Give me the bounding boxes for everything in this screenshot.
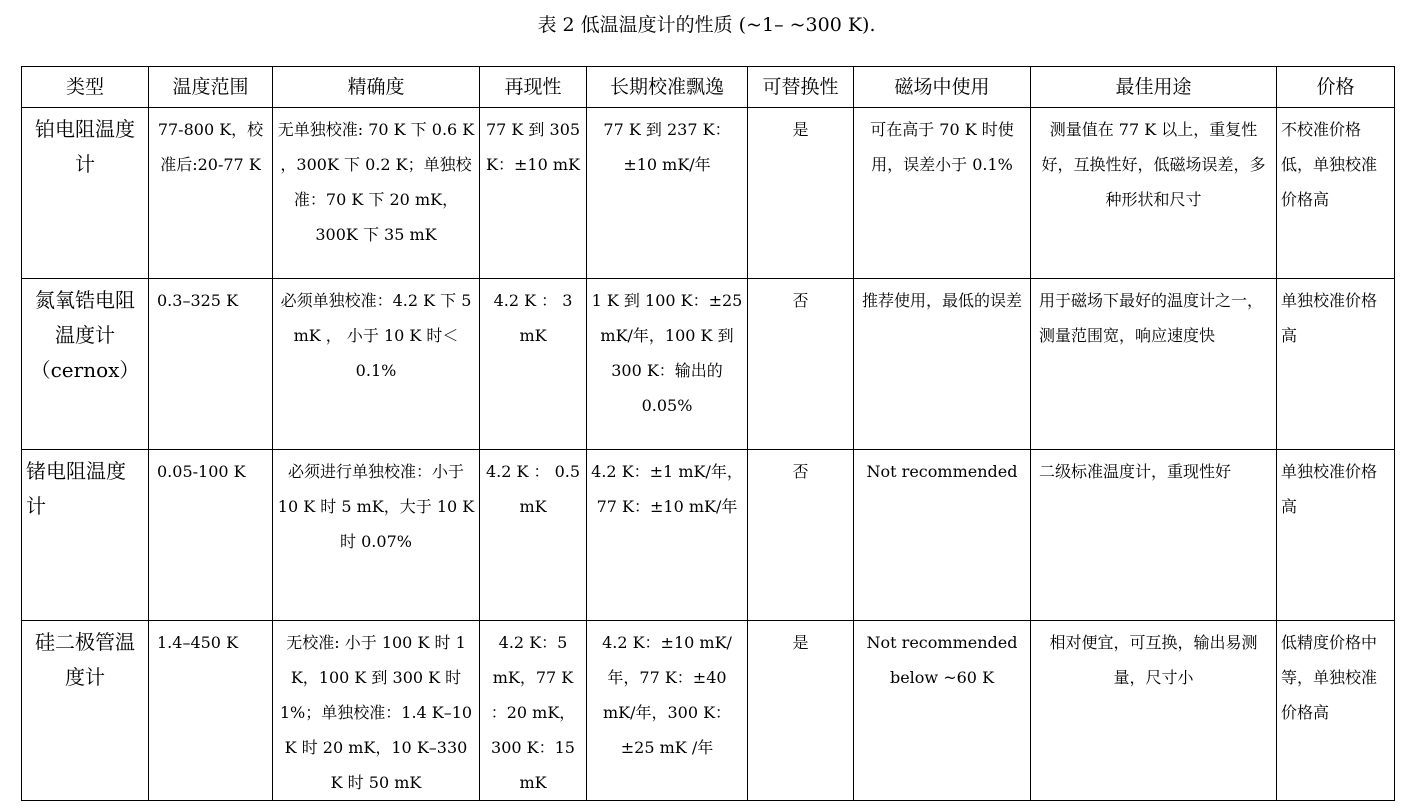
reproducibility-cell: 77 K 到 305 K：±10 mK — [480, 108, 587, 279]
best-use-cell: 测量值在 77 K 以上，重复性好，互换性好，低磁场误差，多种形状和尺寸 — [1031, 108, 1277, 279]
drift-cell: 77 K 到 237 K：±10 mK/年 — [587, 108, 748, 279]
column-header: 温度范围 — [149, 67, 273, 108]
type-cell: 硅二极管温度计 — [22, 621, 149, 801]
magnetic-cell: Not recommended below ~60 K — [854, 621, 1031, 801]
drift-cell: 1 K 到 100 K：±25 mK/年，100 K 到 300 K：输出的 0.05% — [587, 279, 748, 450]
drift-cell: 4.2 K：±1 mK/年，77 K：±10 mK/年 — [587, 450, 748, 621]
interchangeable-cell: 否 — [748, 450, 854, 621]
range-cell: 77-800 K，校准后:20-77 K — [149, 108, 273, 279]
magnetic-cell: 可在高于 70 K 时使用，误差小于 0.1% — [854, 108, 1031, 279]
interchangeable-cell: 是 — [748, 108, 854, 279]
table-caption: 表 2 低温温度计的性质 (~1– ~300 K). — [537, 14, 876, 36]
magnetic-cell: Not recommended — [854, 450, 1031, 621]
column-header: 可替换性 — [748, 67, 854, 108]
price-cell: 低精度价格中等，单独校准价格高 — [1277, 621, 1395, 801]
table-row — [22, 621, 1395, 801]
column-header: 再现性 — [480, 67, 587, 108]
magnetic-cell: 推荐使用，最低的误差 — [854, 279, 1031, 450]
best-use-cell: 二级标准温度计，重现性好 — [1031, 450, 1277, 621]
drift-cell: 4.2 K：±10 mK/年，77 K：±40 mK/年，300 K：±25 mK /年 — [587, 621, 748, 801]
table-row — [22, 450, 1395, 621]
reproducibility-cell: 4.2 K ： 3 mK — [480, 279, 587, 450]
reproducibility-cell: 4.2 K ： 0.5 mK — [480, 450, 587, 621]
thermometer-properties-table — [21, 66, 1395, 801]
column-header: 磁场中使用 — [854, 67, 1031, 108]
table-row — [22, 279, 1395, 450]
type-cell: 锗电阻温度计 — [22, 450, 149, 621]
column-header: 类型 — [22, 67, 149, 108]
best-use-cell: 相对便宜，可互换，输出易测量，尺寸小 — [1031, 621, 1277, 801]
table-row — [22, 108, 1395, 279]
best-use-cell: 用于磁场下最好的温度计之一，测量范围宽，响应速度快 — [1031, 279, 1277, 450]
interchangeable-cell: 否 — [748, 279, 854, 450]
price-cell: 单独校准价格高 — [1277, 279, 1395, 450]
range-cell: 0.3–325 K — [149, 279, 273, 450]
accuracy-cell: 必须进行单独校准：小于 10 K 时 5 mK，大于 10 K 时 0.07% — [273, 450, 480, 621]
type-cell: 铂电阻温度计 — [22, 108, 149, 279]
price-cell: 不校准价格低，单独校准价格高 — [1277, 108, 1395, 279]
price-cell: 单独校准价格高 — [1277, 450, 1395, 621]
accuracy-cell: 无单独校准: 70 K 下 0.6 K ，300K 下 0.2 K；单独校准：70 K 下 20 mK，300K 下 35 mK — [273, 108, 480, 279]
accuracy-cell: 无校准: 小于 100 K 时 1 K，100 K 到 300 K 时 1%；单独校准：1.4 K–10 K 时 20 mK，10 K–330 K 时 50 mK — [273, 621, 480, 801]
interchangeable-cell: 是 — [748, 621, 854, 801]
table-header-row — [22, 67, 1395, 108]
range-cell: 0.05-100 K — [149, 450, 273, 621]
range-cell: 1.4–450 K — [149, 621, 273, 801]
column-header: 最佳用途 — [1031, 67, 1277, 108]
type-cell: 氮氧锆电阻温度计（cernox） — [22, 279, 149, 450]
column-header: 价格 — [1277, 67, 1395, 108]
column-header: 长期校准飘逸 — [587, 67, 748, 108]
accuracy-cell: 必须单独校准：4.2 K 下 5 mK ， 小于 10 K 时＜0.1% — [273, 279, 480, 450]
reproducibility-cell: 4.2 K：5 mK，77 K ：20 mK，300 K：15 mK — [480, 621, 587, 801]
column-header: 精确度 — [273, 67, 480, 108]
